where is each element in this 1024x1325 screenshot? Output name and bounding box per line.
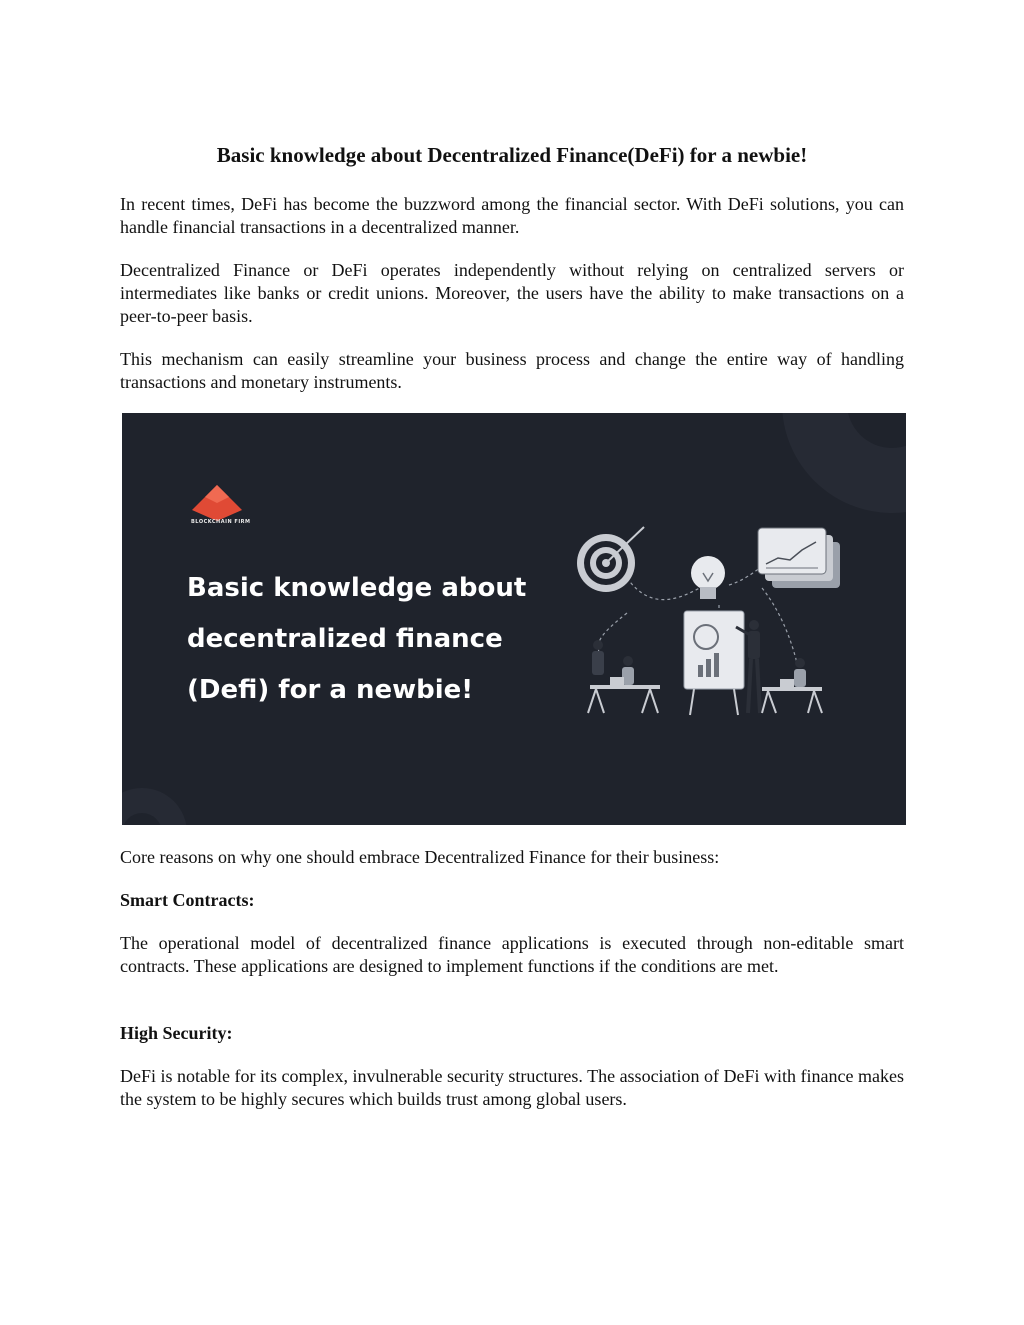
target-icon xyxy=(577,527,644,592)
intro-paragraph: In recent times, DeFi has become the buzzword among the financial sector. With DeFi solutions, you can handle financial transactions in a decentralized manner. xyxy=(120,194,904,237)
banner-title xyxy=(187,563,567,716)
definition-paragraph: Decentralized Finance or DeFi operates independently without relying on centralized servers or intermediates like banks or credit unions. Moreover, the users have the ability to make transactions on a peer-to-peer basis. xyxy=(120,260,904,326)
blockchain-firm-logo xyxy=(192,485,242,521)
mechanism-paragraph: This mechanism can easily streamline your business process and change the entire way of handling transactions and monetary instruments. xyxy=(120,349,904,392)
people-illustration-right xyxy=(762,658,822,713)
smart-contracts-heading: Smart Contracts: xyxy=(120,890,255,910)
lightbulb-icon xyxy=(691,556,725,599)
logo-label: BLOCKCHAIN FIRM xyxy=(191,519,251,525)
banner-title-line-2: decentralized finance xyxy=(187,624,503,654)
document-title: Basic knowledge about Decentralized Finance(DeFi) for a newbie! xyxy=(216,143,808,167)
smart-contracts-paragraph: The operational model of decentralized finance applications is executed through non-editable smart contracts. These applications are designed to implement functions if the conditions are met. xyxy=(120,933,904,976)
banner-image xyxy=(122,413,906,825)
high-security-paragraph: DeFi is notable for its complex, invulnerable security structures. The association of DeFi with finance makes the system to be highly secures which builds trust among global users. xyxy=(120,1066,904,1109)
core-reasons-paragraph: Core reasons on why one should embrace Decentralized Finance for their business: xyxy=(120,847,720,867)
high-security-heading: High Security: xyxy=(120,1023,233,1043)
banner-title-line-1: Basic knowledge about xyxy=(187,573,527,603)
presentation-board-icon xyxy=(684,611,760,715)
banner-title-line-3: (Defi) for a newbie! xyxy=(187,675,474,705)
chart-cards-icon xyxy=(758,528,840,588)
